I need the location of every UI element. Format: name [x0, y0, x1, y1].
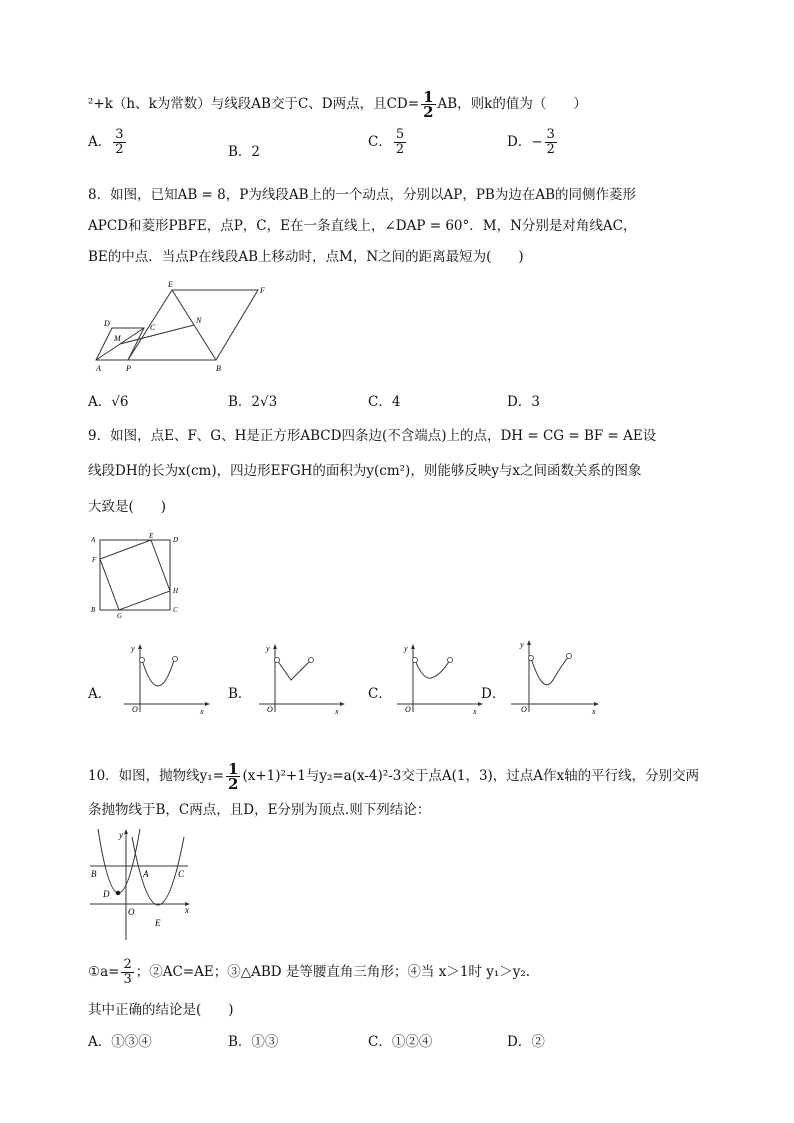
label-a: A — [143, 869, 149, 879]
option-label: C． — [368, 134, 392, 150]
q9-line-2: 线段DH的长为x(cm)，四边形EFGH的面积为y(cm²)，则能够反映y与x之间函数关系的图象 — [88, 463, 642, 479]
parabola-y2 — [132, 837, 184, 905]
q9-graph-d[interactable] — [507, 636, 602, 720]
axis-y-label: y — [520, 640, 524, 649]
q9-graph-b[interactable] — [255, 640, 350, 720]
frac-den: 2 — [395, 142, 405, 157]
q8-option-c[interactable] — [368, 390, 400, 410]
axis-x-label: x — [592, 707, 596, 716]
option-value: √6 — [111, 394, 129, 410]
label-b: B — [216, 364, 221, 373]
q8-line-1: 8．如图，已知AB = 8，P为线段AB上的一个动点，分别以AP，PB为边在AB的同侧作菱形 — [88, 187, 637, 203]
option-label: C． — [368, 686, 392, 702]
axis-x-label: x — [473, 707, 477, 716]
frac-num: 5 — [395, 127, 405, 142]
q7-stem — [88, 90, 587, 119]
option-label: C． — [368, 1034, 392, 1050]
q7-frac-num: 1 — [423, 88, 434, 106]
q9-square-figure — [88, 530, 188, 620]
label-m: M — [114, 334, 121, 343]
option-label: D． — [507, 1034, 532, 1050]
label-a: A — [91, 536, 96, 544]
option-label: D． — [507, 134, 532, 150]
q10-statements — [88, 958, 530, 987]
option-value: ② — [531, 1034, 545, 1050]
curve — [277, 660, 310, 680]
option-label: D． — [507, 394, 532, 410]
option-label: B． — [228, 144, 252, 160]
option-label: C． — [368, 394, 392, 410]
q8-option-d[interactable] — [507, 390, 540, 410]
q10-text-a: 10．如图，抛物线y₁= — [88, 768, 225, 784]
axis-y-label: y — [266, 644, 270, 653]
option-label: B． — [228, 686, 252, 702]
option-value: 2 — [251, 144, 261, 160]
option-label: B． — [228, 1034, 252, 1050]
q10-text-b: (x+1)²+1与y₂=a(x-4)²-3交于点A(1，3)，过点A作x轴的平行线，分别交两 — [242, 768, 700, 784]
origin-label: O — [267, 705, 273, 714]
label-e: E — [168, 280, 173, 289]
q9-option-d[interactable] — [481, 682, 505, 702]
q10-option-d[interactable] — [507, 1030, 545, 1050]
label-f: F — [260, 286, 265, 295]
option-value: 2√3 — [251, 394, 278, 410]
label-c: C — [178, 869, 185, 879]
option-fraction — [394, 128, 406, 157]
q8-line-2: APCD和菱形PBFE，点P，C，E在一条直线上，∠DAP = 60°．M，N分别是对角线AC， — [88, 218, 637, 234]
frac-num: 3 — [115, 127, 124, 142]
q9-graph-a[interactable] — [118, 640, 213, 720]
label-g: G — [117, 612, 123, 620]
label-c: C — [173, 606, 178, 614]
option-label: A． — [88, 686, 112, 702]
frac-den: 2 — [546, 142, 555, 157]
option-fraction — [113, 128, 125, 157]
label-d: D — [173, 536, 179, 544]
vertex-d — [116, 891, 120, 895]
q7-text-prefix: ²+k（h、k为常数）与线段AB交于C、D两点，且CD= — [88, 96, 420, 112]
option-label: A． — [88, 394, 112, 410]
frac-den: 3 — [123, 972, 132, 987]
statement-fraction — [121, 958, 133, 987]
label-e: E — [155, 918, 161, 928]
frac-num: 3 — [546, 127, 555, 142]
square-abcd — [100, 540, 170, 610]
q10-parabola-figure — [88, 825, 198, 943]
label-f: F — [92, 556, 97, 564]
option-sign: − — [531, 134, 543, 150]
q9-option-a[interactable] — [88, 682, 111, 702]
q10-fraction — [226, 762, 240, 791]
option-value: ①③ — [251, 1034, 279, 1050]
axis-y-label: y — [131, 644, 135, 653]
label-a: A — [96, 364, 101, 373]
axis-x-label: x — [335, 707, 339, 716]
q7-option-b[interactable] — [228, 140, 260, 160]
option-value: ①③④ — [111, 1034, 152, 1050]
curve — [531, 656, 569, 685]
curve — [142, 660, 174, 686]
option-label: A． — [88, 134, 112, 150]
label-d: D — [103, 889, 110, 899]
q9-line-3: 大致是( ) — [88, 499, 167, 515]
curve — [415, 660, 450, 678]
statement-a: ①a= — [88, 964, 120, 980]
q9-graph-c[interactable] — [393, 640, 488, 720]
option-value: ①②④ — [391, 1034, 433, 1050]
q7-fraction — [421, 90, 435, 119]
option-label: A． — [88, 1034, 112, 1050]
q7-option-c[interactable] — [368, 128, 408, 157]
origin-label: O — [132, 705, 138, 714]
frac-den: 2 — [115, 142, 124, 157]
label-p: P — [126, 364, 131, 373]
option-value: 3 — [531, 394, 540, 410]
label-d: D — [104, 319, 110, 328]
frac-num: 2 — [123, 957, 132, 972]
q10-option-a[interactable] — [88, 1030, 152, 1050]
q10-option-b[interactable] — [228, 1030, 278, 1050]
q10-question: 其中正确的结论是( ) — [88, 1002, 234, 1018]
q8-option-a[interactable] — [88, 390, 128, 410]
q9-option-b[interactable] — [228, 682, 251, 702]
q7-option-a[interactable] — [88, 128, 128, 157]
label-b: B — [91, 869, 97, 879]
q9-option-c[interactable] — [368, 682, 392, 702]
label-o: O — [128, 907, 135, 917]
q8-rhombus-figure — [88, 278, 278, 378]
label-h: H — [173, 587, 179, 595]
q8-line-3: BE的中点．当点P在线段AB上移动时，点M，N之间的距离最短为( ) — [88, 249, 524, 265]
q7-text-suffix: AB，则k的值为（ ） — [437, 96, 587, 112]
option-fraction — [545, 128, 557, 157]
q9-line-1: 9．如图，点E、F、G、H是正方形ABCD四条边(不含端点)上的点，DH = CG = BF = AE设 — [88, 428, 657, 444]
option-label: D． — [481, 686, 506, 702]
q7-frac-den: 2 — [423, 103, 434, 121]
option-value: 4 — [391, 394, 401, 410]
option-label: B． — [228, 394, 252, 410]
q8-option-b[interactable] — [228, 390, 277, 410]
label-y: y — [119, 830, 123, 840]
q10-line-1 — [88, 762, 699, 791]
q7-option-d[interactable] — [507, 128, 559, 157]
quad-efgh — [100, 540, 170, 610]
axis-x-label: x — [200, 707, 204, 716]
label-c: C — [150, 323, 156, 332]
q10-line-2: 条抛物线于B，C两点，且D，E分别为顶点.则下列结论： — [88, 802, 431, 818]
frac-den: 2 — [228, 775, 239, 793]
axis-y-label: y — [404, 644, 408, 653]
frac-num: 1 — [228, 760, 239, 778]
statement-rest: ；②AC=AE；③△ABD 是等腰直角三角形；④当 x＞1时 y₁＞y₂. — [135, 964, 531, 980]
label-x: x — [185, 905, 189, 915]
origin-label: O — [405, 705, 411, 714]
label-n: N — [196, 316, 202, 325]
origin-label: O — [521, 705, 527, 714]
label-e: E — [149, 532, 154, 540]
q10-option-c[interactable] — [368, 1030, 432, 1050]
label-b: B — [91, 606, 96, 614]
